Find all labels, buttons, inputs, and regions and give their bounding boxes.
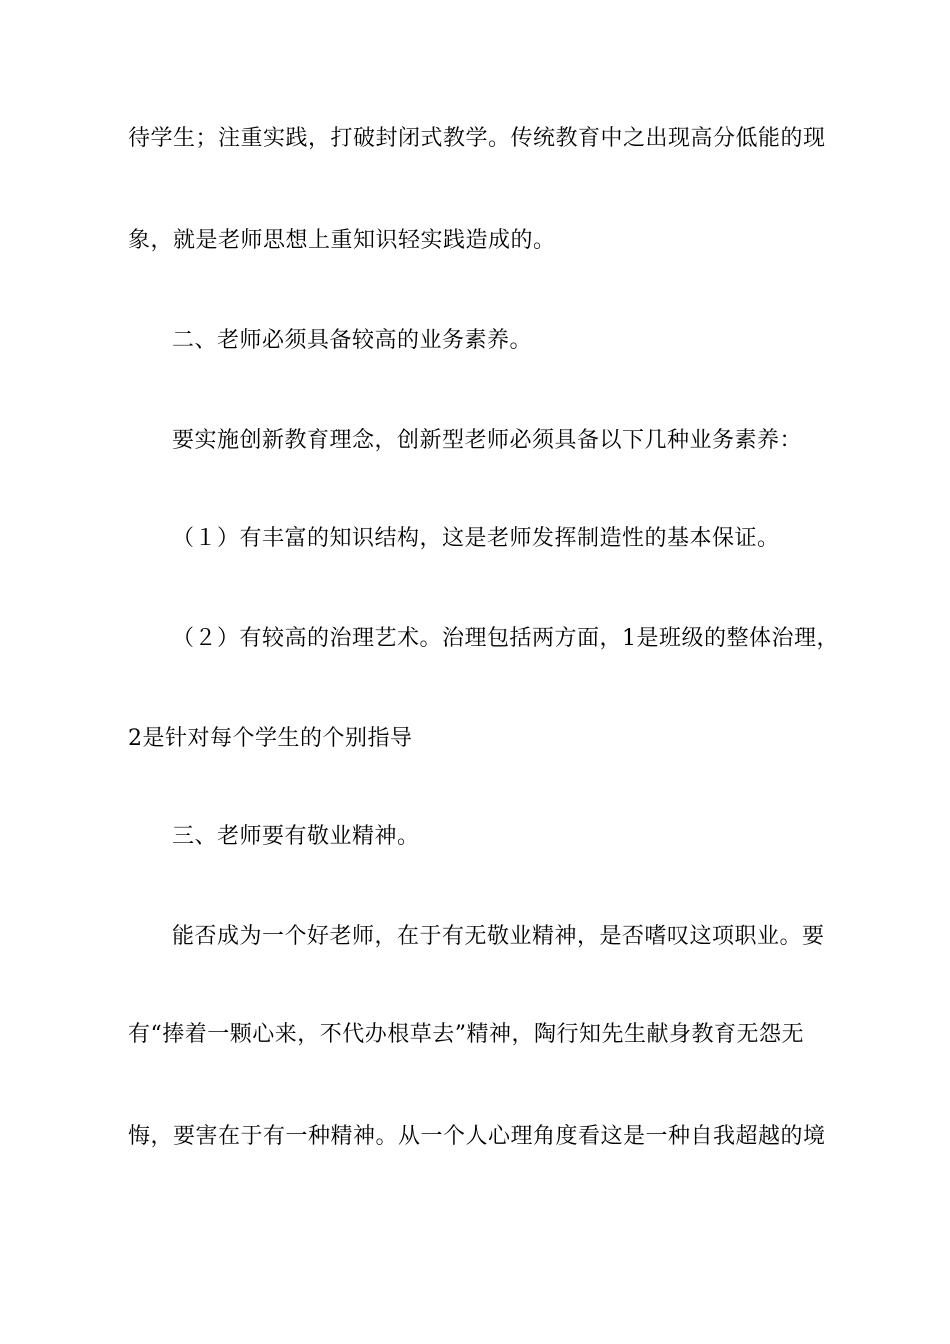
paragraph-line: 能否成为一个好老师，在于有无敬业精神，是否嗜叹这项职业。要 <box>172 924 825 949</box>
paragraph-line: 要实施创新教育理念，创新型老师必须具备以下几种业务素养： <box>172 428 803 453</box>
paragraph-line: 待学生；注重实践，打破封闭式教学。传统教育中之出现高分低能的现 <box>128 126 826 151</box>
section-heading: 二、老师必须具备较高的业务素养。 <box>172 328 533 353</box>
list-item: （２）有较高的治理艺术。治理包括两方面，1是班级的整体治理， <box>172 626 839 651</box>
paragraph-line: 有“捧着一颗心来，不代办根草去”精神，陶行知先生献身教育无怨无 <box>128 1022 804 1047</box>
paragraph-line: 悔，要害在于有一种精神。从一个人心理角度看这是一种自我超越的境 <box>128 1124 826 1149</box>
list-item: （１）有丰富的知识结构，这是老师发挥制造性的基本保证。 <box>172 526 780 551</box>
paragraph-line: 2是针对每个学生的个别指导 <box>128 726 413 751</box>
section-heading: 三、老师要有敬业精神。 <box>172 824 420 849</box>
paragraph-line: 象，就是老师思想上重知识轻实践造成的。 <box>128 228 556 253</box>
